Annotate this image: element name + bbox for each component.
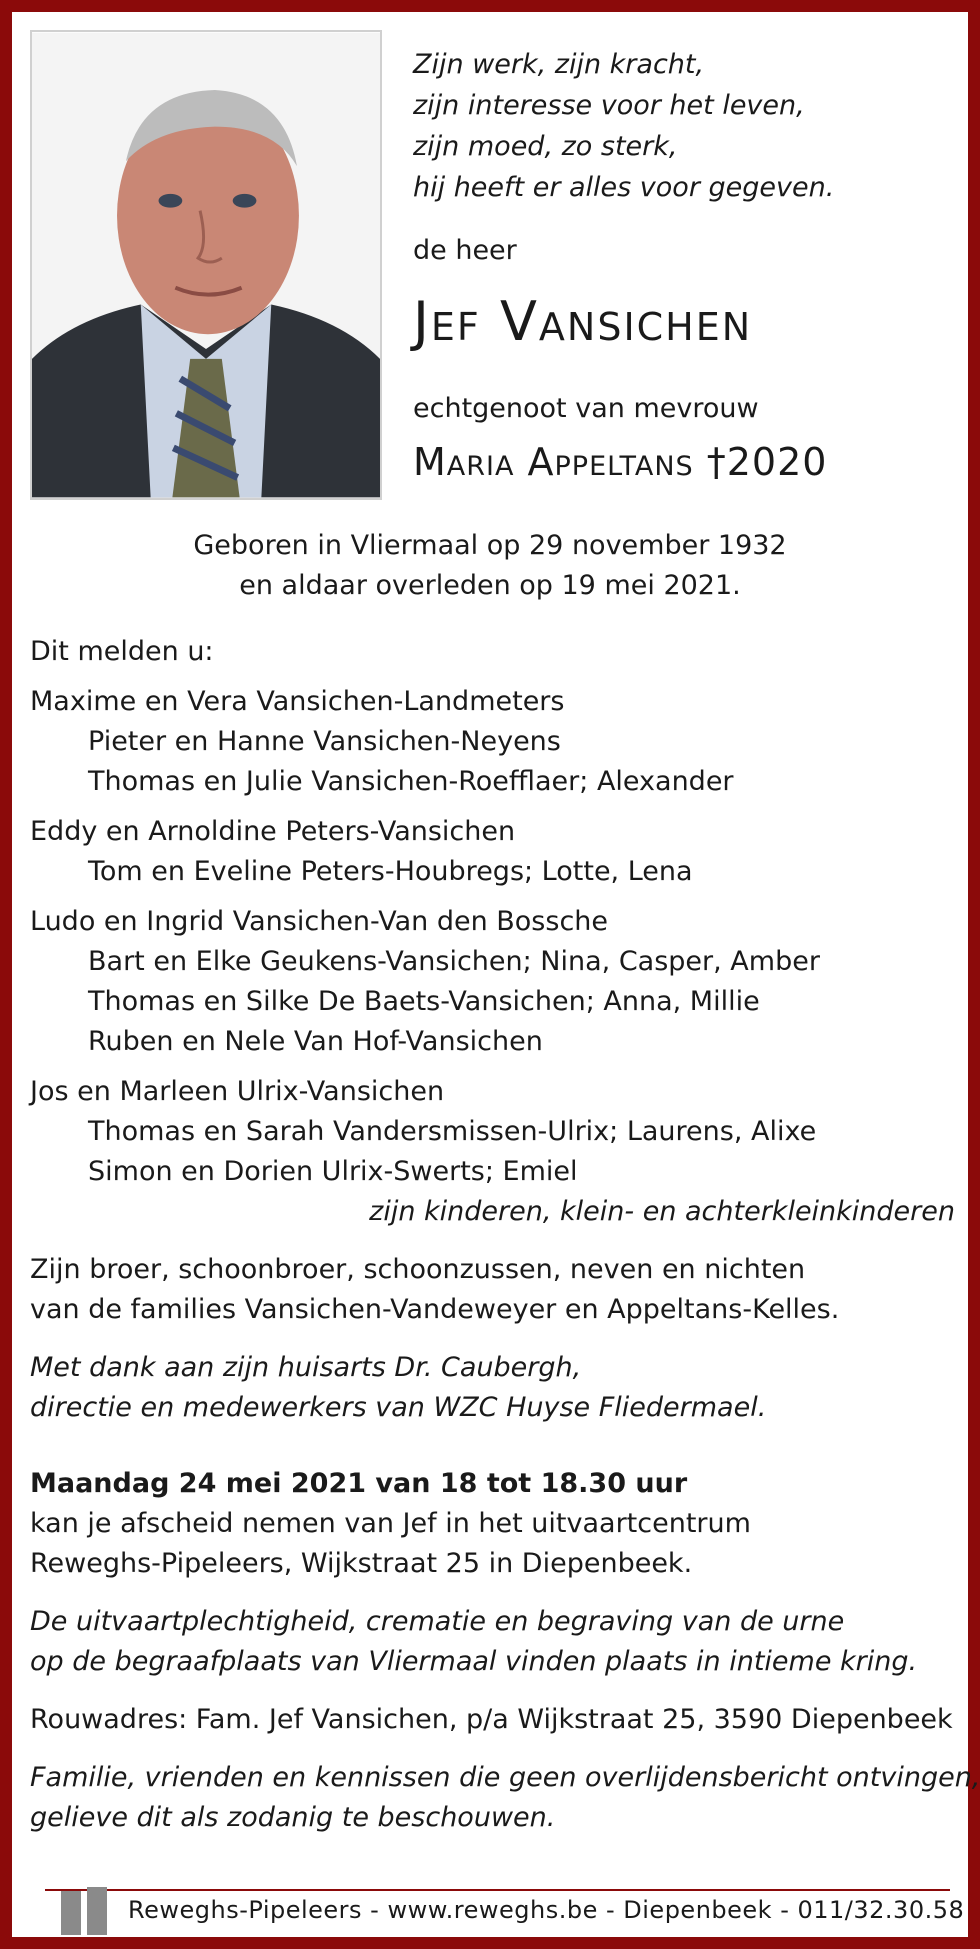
announcement-body [30,632,980,1838]
family-member: Thomas en Julie Vansichen-Roefflaer; Alexander [88,766,734,797]
farewell-line: kan je afscheid nemen van Jef in het uitvaartcentrum [30,1508,751,1539]
funeral-home-logo-icon [55,1885,113,1935]
farewell-date: Maandag 24 mei 2021 van 18 tot 18.30 uur [30,1468,688,1499]
spouse-name: Maria Appeltans †2020 [413,440,828,484]
family-head: Ludo en Ingrid Vansichen-Van den Bossche [30,906,609,937]
farewell-line: Reweghs-Pipeleers, Wijkstraat 25 in Diepenbeek. [30,1548,693,1579]
family-member: Ruben en Nele Van Hof-Vansichen [88,1026,543,1057]
died-line: en aldaar overleden op 19 mei 2021. [239,570,741,601]
family-head: Jos en Marleen Ulrix-Vansichen [30,1076,445,1107]
family-member: Thomas en Silke De Baets-Vansichen; Anna, Millie [88,986,760,1017]
deceased-name: Jef Vansichen [413,290,753,353]
relatives-line: Zijn broer, schoonbroer, schoonzussen, neven en nichten [30,1254,806,1285]
ceremony-line: op de begraafplaats van Vliermaal vinden plaats in intieme kring. [30,1646,918,1677]
family-member: Simon en Dorien Ulrix-Swerts; Emiel [88,1156,578,1187]
family-member: Pieter en Hanne Vansichen-Neyens [88,726,561,757]
mourning-address: Rouwadres: Fam. Jef Vansichen, p/a Wijkstraat 25, 3590 Diepenbeek [30,1704,953,1735]
birth-death-info [30,526,950,606]
poem-line: Zijn werk, zijn kracht, [413,49,705,80]
spouse-label: echtgenoot van mevrouw [413,393,759,424]
family-head: Eddy en Arnoldine Peters-Vansichen [30,816,516,847]
thanks-line: directie en medewerkers van WZC Huyse Fliedermael. [30,1392,767,1423]
family-caption: zijn kinderen, klein- en achterkleinkinderen [369,1196,955,1227]
notice-line: gelieve dit als zodanig te beschouwen. [30,1802,556,1833]
poem-line: zijn moed, zo sterk, [413,131,678,162]
family-member: Tom en Eveline Peters-Houbregs; Lotte, Lena [88,856,693,887]
portrait-photo [30,30,382,500]
family-head: Maxime en Vera Vansichen-Landmeters [30,686,565,717]
poem-line: hij heeft er alles voor gegeven. [413,172,835,203]
born-line: Geboren in Vliermaal op 29 november 1932 [193,530,787,561]
notice-line: Familie, vrienden en kennissen die geen overlijdensbericht ontvingen, [30,1762,980,1793]
announce-intro: Dit melden u: [30,636,214,667]
memorial-poem [413,44,953,208]
ceremony-line: De uitvaartplechtigheid, crematie en begraving van de urne [30,1606,845,1637]
family-member: Thomas en Sarah Vandersmissen-Ulrix; Laurens, Alixe [88,1116,817,1147]
salutation: de heer [413,235,517,266]
poem-line: zijn interesse voor het leven, [413,90,805,121]
family-member: Bart en Elke Geukens-Vansichen; Nina, Casper, Amber [88,946,820,977]
footer-divider [45,1889,950,1891]
relatives-line: van de families Vansichen-Vandeweyer en Appeltans-Kelles. [30,1294,840,1325]
thanks-line: Met dank aan zijn huisarts Dr. Caubergh, [30,1352,582,1383]
footer-contact: Reweghs-Pipeleers - www.reweghs.be - Diepenbeek - 011/32.30.58 [128,1896,965,1924]
